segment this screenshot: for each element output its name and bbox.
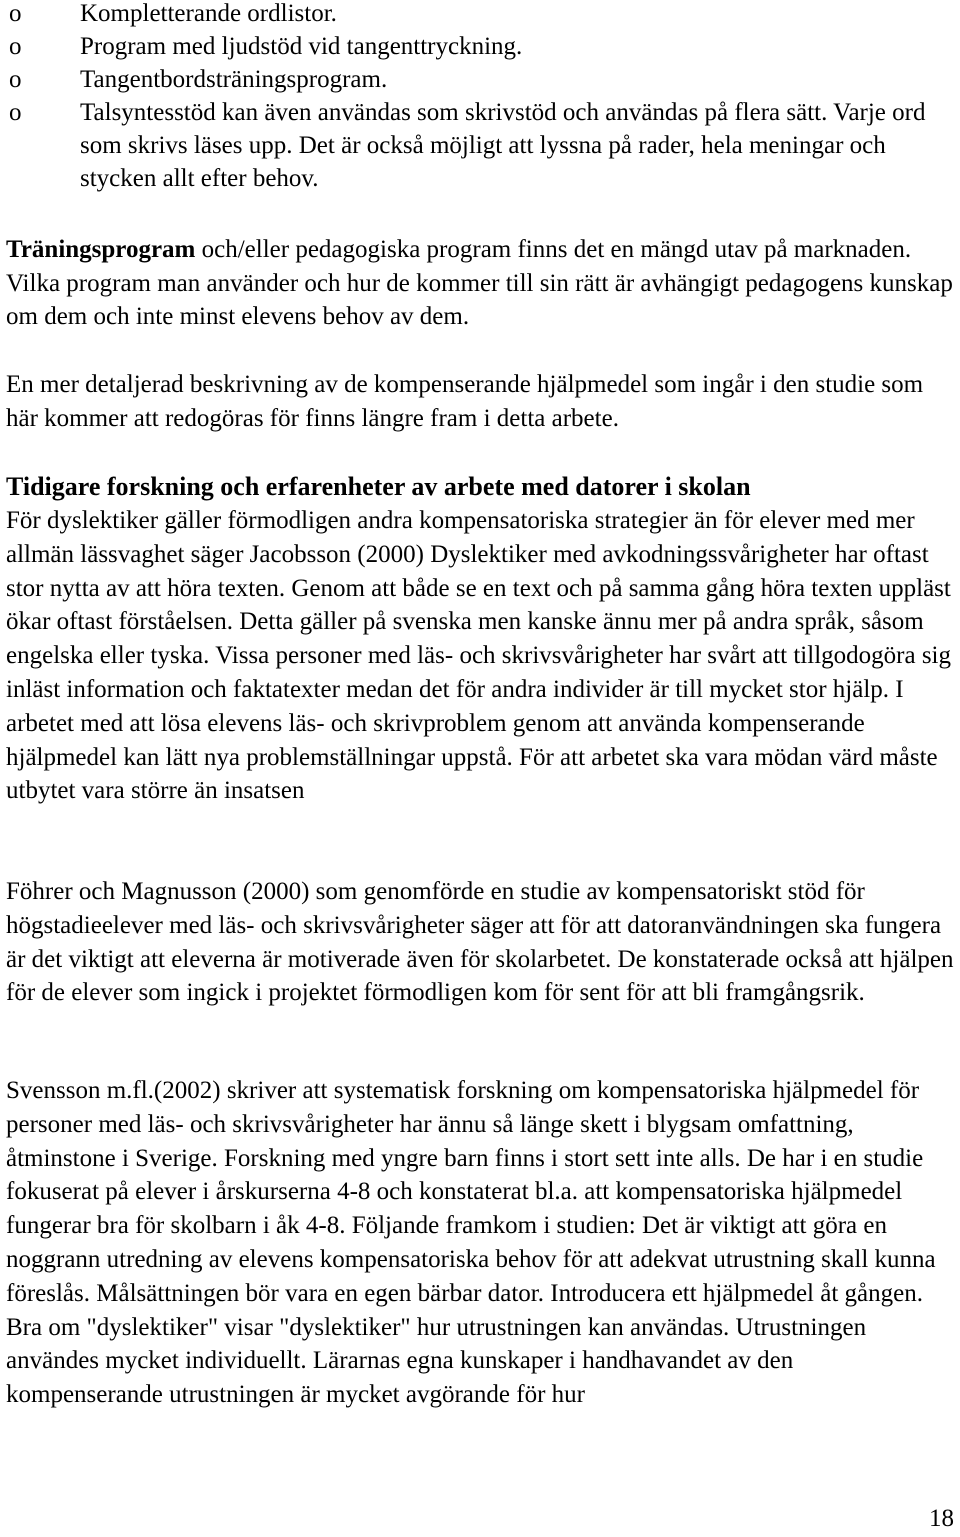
- bullet-marker: o: [9, 66, 22, 93]
- bullet-item: [0, 63, 940, 96]
- bullet-text: Program med ljudstöd vid tangenttryckning.: [80, 33, 523, 60]
- bullet-item: [0, 30, 940, 63]
- bullet-marker: o: [9, 0, 22, 27]
- paragraph-fohrer-magnusson: Föhrer och Magnusson (2000) som genomförde en studie av kompensatoriskt stöd för högstadieelever med läs- och skrivsvårigheter säger att för att datoranvändningen ska fungera är det viktigt att eleverna är motiverade även för skolarbetet. De konstaterade också att hjälpen för de elever som ingick i projektet förmodligen kom för sent för att bli framgångsrik.: [6, 878, 954, 1007]
- bullet-list: [0, 0, 940, 195]
- paragraph-text: och/eller pedagogiska program finns det en mängd utav på marknaden. Vilka program man använder och hur de kommer till sin rätt är avhängigt pedagogens kunskap om dem och inte minst elevens behov av dem.: [6, 236, 953, 330]
- paragraph-svensson: Svensson m.fl.(2002) skriver att systematisk forskning om kompensatoriska hjälpmedel för personer med läs- och skrivsvårigheter har ännu så länge skett i blygsam omfattning, åtminstone i Sverige. Forskning med yngre barn finns i stort sett inte alls. De har i en studie fokuserat på elever i årskurserna 4-8 och konstaterat bl.a. att kompensatoriska hjälpmedel fungerar bra för skolbarn i åk 4-8. Följande framkom i studien: Det är viktigt att göra en noggrann utredning av elevens kompensatoriska behov för att adekvat utrustning skall kunna föreslås. Målsättningen bör vara en egen bärbar dator. Introducera ett hjälpmedel åt gången. Bra om "dyslektiker" visar "dyslektiker" hur utrustningen kan användas. Utrustningen användes mycket individuellt. Lärarnas egna kunskaper i handhavandet av den kompenserande utrustningen är mycket avgörande för hur: [6, 1077, 936, 1409]
- bullet-item: [0, 96, 940, 195]
- bullet-text: Talsyntesstöd kan även användas som skrivstöd och användas på flera sätt. Varje ord som skrivs läses upp. Det är också möjligt att lyssna på rader, hela meningar och stycken allt efter behov.: [80, 99, 926, 192]
- page-number: 18: [929, 1505, 954, 1532]
- bullet-marker: o: [9, 99, 22, 126]
- paragraph-description: En mer detaljerad beskrivning av de kompenserande hjälpmedel som ingår i den studie som här kommer att redogöras för finns längre fram i detta arbete.: [6, 371, 924, 432]
- section-heading: Tidigare forskning och erfarenheter av arbete med datorer i skolan: [6, 472, 751, 501]
- bullet-text: Tangentbordsträningsprogram.: [80, 66, 388, 93]
- bullet-text: Kompletterande ordlistor.: [80, 0, 337, 27]
- bold-lead-term: Träningsprogram: [6, 236, 196, 263]
- paragraph-training-programs: [6, 233, 956, 334]
- bullet-item: [0, 0, 940, 30]
- paragraph-dyslexia-strategies: För dyslektiker gäller förmodligen andra kompensatoriska strategier än för elever med mer allmän lässvaghet säger Jacobsson (2000) Dyslektiker med avkodningssvårigheter har oftast stor nytta av att höra texten. Genom att både se en text och på samma gång höra texten uppläst ökar oftast förståelsen. Detta gäller på svenska men kanske ännu mer på andra språk, såsom engelska eller tyska. Vissa personer med läs- och skrivsvårigheter har svårt att tillgodogöra sig inläst information och faktatexter medan det för andra individer är till mycket stor hjälp. I arbetet med att lösa elevens läs- och skrivproblem genom att använda kompenserande hjälpmedel kan lätt nya problemställningar uppstå. För att arbetet ska vara mödan värd måste utbytet vara större än insatsen: [6, 507, 951, 805]
- bullet-marker: o: [9, 33, 22, 60]
